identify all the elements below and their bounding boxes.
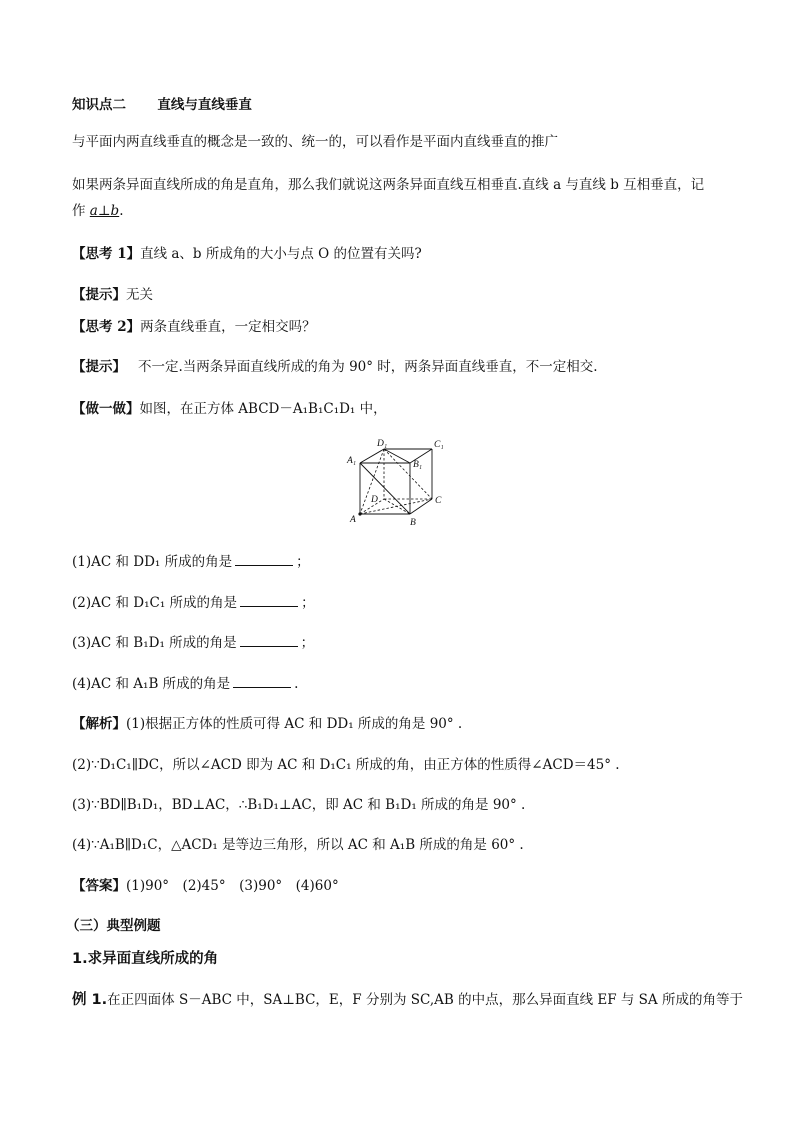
question-2: (2)AC 和 D₁C₁ 所成的角是 ； — [72, 595, 315, 611]
label-B1: B₁ — [413, 460, 423, 470]
label-A1: A₁ — [347, 456, 357, 466]
hint-1-text: 无关 — [126, 287, 153, 303]
example-1-tag: 例 1. — [72, 992, 108, 1008]
question-4: (4)AC 和 A₁B 所成的角是 . — [72, 676, 299, 692]
example-1 — [72, 991, 743, 1009]
think-1-tag: 【思考 1】 — [72, 246, 141, 262]
section-heading: （三）典型例题 — [66, 918, 161, 934]
heading-title: 直线与直线垂直 — [157, 97, 252, 113]
exercise-text: 如图，在正方体 ABCD－A₁B₁C₁D₁ 中， — [139, 401, 387, 417]
answer-blank-3[interactable] — [240, 634, 298, 647]
answer-blank-4[interactable] — [233, 675, 291, 688]
answer-blank-2[interactable] — [240, 594, 298, 607]
hint-2-text: 不一定.当两条异面直线所成的角为 90° 时，两条异面直线垂直，不一定相交. — [138, 359, 598, 375]
answer-line — [72, 877, 339, 895]
intro-text: 与平面内两直线垂直的概念是一致的、统一的，可以看作是平面内直线垂直的推广 — [72, 134, 558, 150]
definition-line-2: 作 a⊥b. — [72, 203, 124, 219]
hint-1 — [72, 286, 153, 304]
label-B: B — [410, 518, 416, 528]
definition-line-1: 如果两条异面直线所成的角是直角，那么我们就说这两条异面直线互相垂直.直线 a 与直线 b 互相垂直，记 — [72, 177, 705, 193]
heading-label: 知识点二 — [72, 97, 126, 113]
label-D1: D₁ — [377, 439, 388, 449]
label-D: D — [371, 495, 378, 505]
analysis-2: (2)∵D₁C₁∥DC，所以∠ACD 即为 AC 和 D₁C₁ 所成的角，由正方体的性质得∠ACD＝45° . — [72, 757, 620, 773]
analysis-1: 【解析】(1)根据正方体的性质可得 AC 和 DD₁ 所成的角是 90° . — [72, 716, 463, 732]
question-3: (3)AC 和 B₁D₁ 所成的角是 ； — [72, 635, 315, 651]
exercise-tag: 【做一做】 — [72, 401, 140, 417]
question-1: (1)AC 和 DD₁ 所成的角是 ； — [72, 554, 310, 570]
hint-2 — [72, 358, 598, 376]
think-1 — [72, 245, 422, 263]
hint-1-tag: 【提示】 — [72, 287, 126, 303]
answer-text: (1)90° (2)45° (3)90° (4)60° — [126, 878, 339, 894]
subsection-heading: 1.求异面直线所成的角 — [72, 951, 219, 967]
label-C: C — [435, 496, 442, 506]
label-C1: C₁ — [434, 440, 444, 450]
think-2-tag: 【思考 2】 — [72, 319, 141, 335]
answer-tag: 【答案】 — [72, 878, 126, 894]
think-1-text: 直线 a、b 所成角的大小与点 O 的位置有关吗? — [140, 246, 422, 262]
label-A: A — [350, 515, 356, 525]
cube-figure — [344, 436, 456, 528]
analysis-4: (4)∵A₁B∥D₁C，△ACD₁ 是等边三角形，所以 AC 和 A₁B 所成的角是 60° . — [72, 837, 524, 853]
analysis-3: (3)∵BD∥B₁D₁，BD⊥AC，∴B₁D₁⊥AC，即 AC 和 B₁D₁ 所成的角是 90° . — [72, 797, 526, 813]
answer-blank-1[interactable] — [235, 553, 293, 566]
perpendicular-notation: a⊥b — [89, 203, 120, 219]
exercise-prompt — [72, 400, 387, 418]
think-2-text: 两条直线垂直，一定相交吗？ — [140, 319, 316, 335]
hint-2-tag: 【提示】 — [72, 359, 126, 375]
analysis-tag: 【解析】 — [72, 716, 126, 732]
think-2 — [72, 318, 316, 336]
knowledge-heading — [72, 96, 252, 114]
example-1-text: 在正四面体 S－ABC 中，SA⊥BC，E，F 分别为 SC,AB 的中点，那么异面直线 EF 与 SA 所成的角等于 — [107, 992, 743, 1008]
